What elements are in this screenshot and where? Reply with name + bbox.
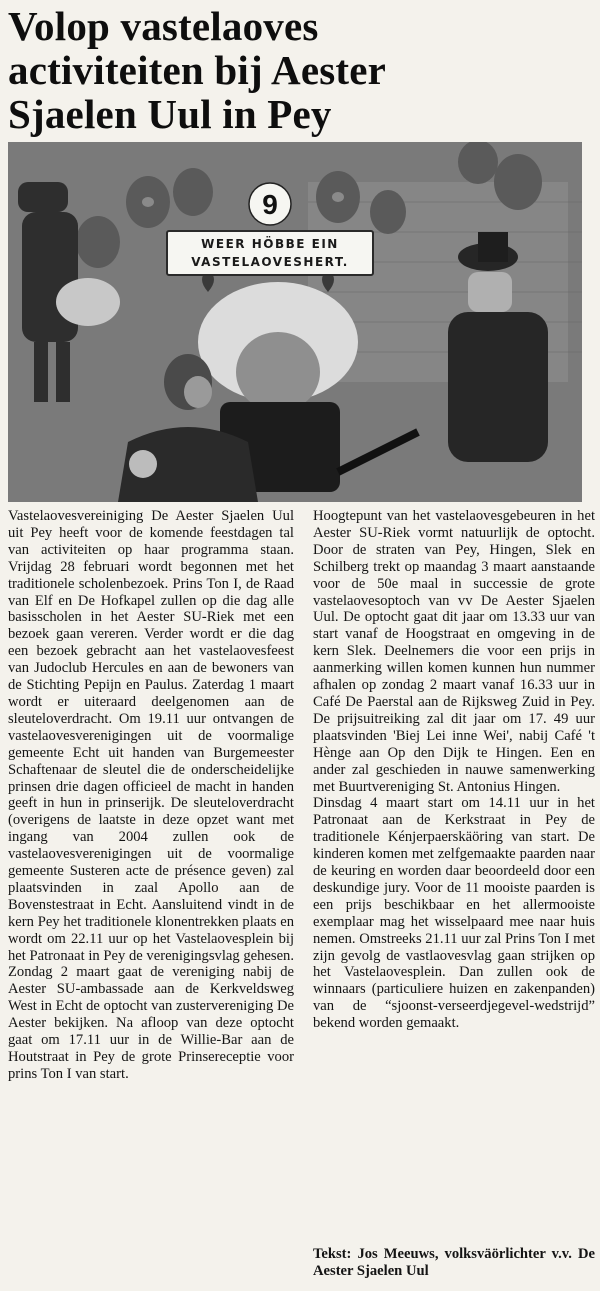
headline-line-3: Sjaelen Uul in Pey [8,91,332,137]
number-plate-text: 9 [262,189,278,220]
headline-line-2: activiteiten bij Aester [8,47,387,93]
headline-line-1: Volop vastelaoves [8,3,319,49]
body-paragraph: Dinsdag 4 maart start om 14.11 uur in het Patronaat aan de Kerkstraat in Pey de traditionele Kénjerpaerskäöring van start. De kinderen komen met zelfgemaakte paarden naar de keuring en worden daar beoordeeld door een deskundige jury. Voor de 11 mooiste paarden is een prijs beschikbaar en het allermooiste exemplaar mag het wisselpaard mee naar huis nemen. Omstreeks 21.11 uur zal Prins Ton I met zijn gevolg de vastlaovesvlag gaan strijken op het Vastelaovesplein. Dan zullen ook de winnaars (particuliere huizen en zakenpanden) van de “sjoonst-verseerdjegevel-wedstrijd” bekend worden gemaakt. [313,795,595,1032]
author-credit: Tekst: Jos Meeuws, volksväörlichter v.v. De Aester Sjaelen Uul [313,1246,595,1279]
carnival-photo [8,142,582,502]
headline [8,4,598,136]
sign-line-1: WEER HÖBBE EIN [201,237,339,251]
article-column-right [313,508,595,1032]
article-column-left [8,508,294,1083]
carnival-sign [166,230,374,276]
body-paragraph: Hoogtepunt van het vastelaovesgebeuren in het Aester SU-Riek vormt natuurlijk de optocht. Door de straten van Pey, Hingen, Slek en Schilberg trekt op maandag 3 maart aanstaande voor de 50e maal in successie de grote vastelaovesoptoch van vv De Aester Sjaelen Uul. De optocht gaat dit jaar om 13.33 uur van start vanaf de Hoogstraat en omgeving in de kern Slek. Deelnemers die voor een prijs in aanmerking willen komen kunnen hun nummer afhalen op zondag 2 maart vanaf 16.33 uur in Café De Paerstal aan de Rijksweg Zuid in Pey. De prijsuitreiking zal dit jaar om 17. 49 uur plaatsvinden 'Biej Lei inne Wei', nabij Café 't Hènge aan Op den Dijk te Hingen. Een en ander zal geschieden in nauwe samenwerking met Buurtvereniging St. Antonius Hingen. [313,508,595,795]
number-plate [248,182,292,226]
body-paragraph: Vastelaovesvereiniging De Aester Sjaelen Uul uit Pey heeft voor de komende feestdagen tal van activiteiten op haar programma staan. Vrijdag 28 februari wordt begonnen met het traditionele scholenbezoek. Prins Ton I, de Raad van Elf en De Hofkapel zullen op die dag alle basisscholen in het Aester SU-Riek met een bezoek gaan vereren. Verder wordt er die dag een bezoek gebracht aan het vastelaovesfeest van Judoclub Hercules en aan de bewoners van de Stichting Pepijn en Paulus. Zaterdag 1 maart wordt er uiteraard deelgenomen aan de sleuteloverdracht. Om 19.11 uur ontvangen de vastelaovesverenigingen uit de voormalige gemeente Echt uit handen van Burgemeester Schaftenaar de sleutel die de onderscheidelijke prinsen drie dagen officieel de macht in handen geeft in hun in prinserijk. De sleuteloverdracht (overigens de laatste in deze opzet want met ingang van 2004 zullen ook de vastelaovesverenigingen uit de voormalige gemeente Susteren acte de présence geven) zal plaatsvinden in zaal Apollo aan de Bovenstestraat in Echt. Aansluitend vindt in de kern Pey het traditionele klonentrekken plaats en wordt om 22.11 uur op het Vastelaovesplein bij het Patronaat in Pey de verenigingsvlag gehesen. Zondag 2 maart gaat de vereniging nabij de Aester SU-ambassade aan de Kerkveldsweg West in Echt de optocht van zustervereniging De Aester bekijken. Na afloop van deze optocht gaat om 17.11 uur in de Willie-Bar aan de Houtstraat in Pey de grote Prinsereceptie voor prins Ton I van start. [8,508,294,1082]
sign-line-2: VASTELAOVESHERT. [191,255,349,269]
photo-illustration [8,142,582,502]
